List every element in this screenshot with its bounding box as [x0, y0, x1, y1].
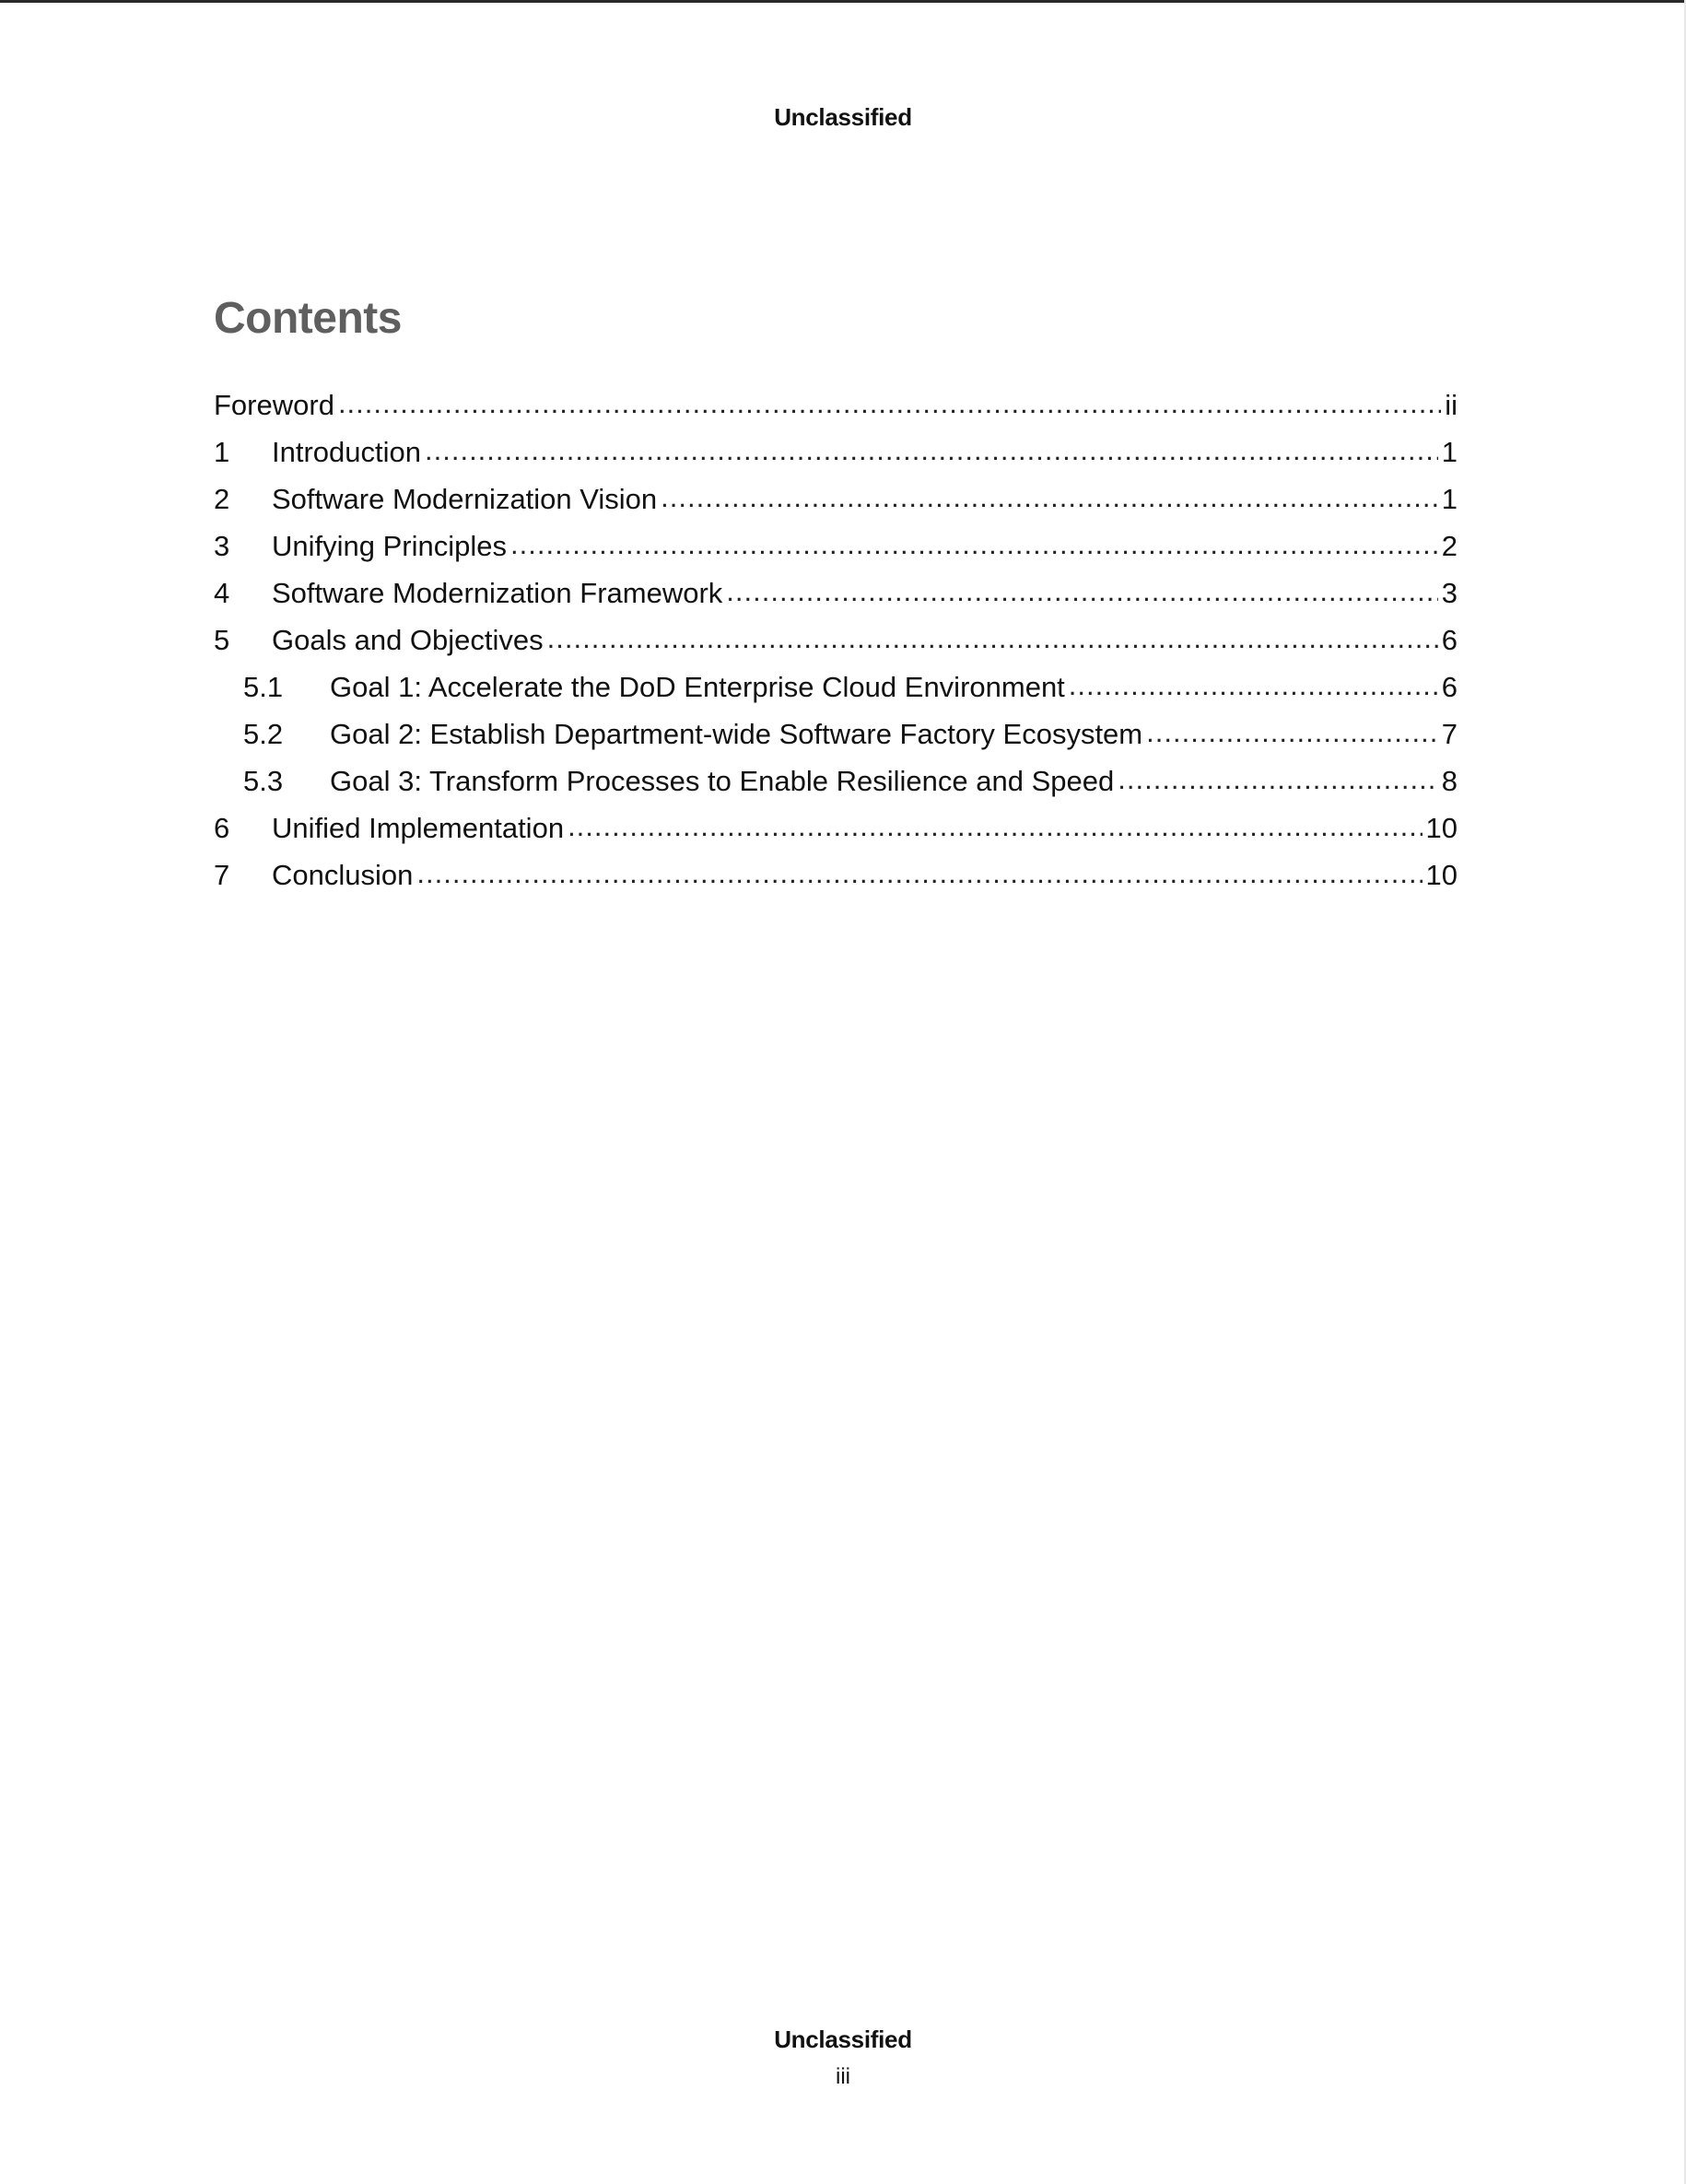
- toc-entry-text: Foreword: [214, 389, 334, 421]
- toc-title: Contents: [214, 294, 402, 343]
- toc-entry-goal-1[interactable]: [214, 663, 1458, 710]
- toc-entry-text: Unified Implementation: [272, 812, 565, 844]
- toc-dot-leader: [416, 850, 1422, 897]
- toc-entry-introduction[interactable]: [214, 429, 1458, 476]
- table-of-contents: [214, 382, 1458, 898]
- toc-entry-unifying-principles[interactable]: [214, 523, 1458, 569]
- toc-entry-number: 5: [214, 624, 230, 656]
- toc-entry-page: 6: [1441, 671, 1458, 703]
- toc-entry-number: 1: [214, 436, 230, 468]
- toc-entry-goal-3[interactable]: [214, 757, 1458, 804]
- toc-entry-goals-and-objectives[interactable]: [214, 616, 1458, 663]
- toc-dot-leader: [726, 568, 1437, 615]
- toc-entry-foreword[interactable]: [214, 382, 1458, 429]
- toc-entry-number: 5.3: [243, 765, 284, 797]
- scan-edge-top: [0, 0, 1686, 3]
- toc-entry-software-modernization-vision[interactable]: [214, 476, 1458, 523]
- toc-entry-text: Goal 1: Accelerate the DoD Enterprise Cloud Environment: [330, 671, 1065, 703]
- toc-dot-leader: [425, 427, 1438, 474]
- toc-entry-page: 10: [1425, 859, 1458, 891]
- toc-entry-unified-implementation[interactable]: [214, 804, 1458, 851]
- toc-dot-leader: [1118, 756, 1438, 803]
- toc-entry-number: 2: [214, 483, 230, 515]
- toc-entry-text: Unifying Principles: [272, 530, 507, 562]
- toc-entry-software-modernization-framework[interactable]: [214, 569, 1458, 616]
- toc-dot-leader: [568, 803, 1422, 850]
- toc-entry-number: 7: [214, 859, 230, 891]
- toc-entry-text: Goal 3: Transform Processes to Enable Resilience and Speed: [330, 765, 1115, 797]
- toc-entry-page: 2: [1441, 530, 1458, 562]
- toc-entry-number: 5.2: [243, 718, 284, 750]
- toc-entry-page: ii: [1445, 389, 1458, 421]
- toc-entry-text: Introduction: [272, 436, 421, 468]
- toc-entry-page: 10: [1425, 812, 1458, 844]
- toc-entry-text: Software Modernization Framework: [272, 577, 723, 609]
- toc-entry-text: Goal 2: Establish Department-wide Software Factory Ecosystem: [330, 718, 1143, 750]
- toc-entry-number: 3: [214, 530, 230, 562]
- toc-entry-page: 1: [1441, 436, 1458, 468]
- toc-entry-text: Software Modernization Vision: [272, 483, 658, 515]
- toc-entry-text: Goals and Objectives: [272, 624, 544, 656]
- toc-entry-page: 7: [1441, 718, 1458, 750]
- toc-entry-page: 8: [1441, 765, 1458, 797]
- toc-dot-leader: [547, 615, 1438, 662]
- toc-dot-leader: [338, 380, 1441, 427]
- toc-dot-leader: [661, 474, 1438, 521]
- toc-entry-page: 3: [1441, 577, 1458, 609]
- toc-dot-leader: [510, 521, 1438, 568]
- header-classification-marking: Unclassified: [774, 103, 912, 131]
- toc-dot-leader: [1069, 662, 1438, 709]
- footer-classification-marking: Unclassified: [774, 2025, 912, 2053]
- toc-entry-number: 5.1: [243, 671, 284, 703]
- toc-entry-conclusion[interactable]: [214, 851, 1458, 898]
- toc-entry-number: 6: [214, 812, 230, 844]
- toc-entry-goal-2[interactable]: [214, 710, 1458, 757]
- toc-entry-number: 4: [214, 577, 230, 609]
- toc-entry-text: Conclusion: [272, 859, 414, 891]
- toc-entry-page: 1: [1441, 483, 1458, 515]
- toc-entry-page: 6: [1441, 624, 1458, 656]
- toc-dot-leader: [1146, 709, 1438, 756]
- page-number: iii: [836, 2064, 850, 2089]
